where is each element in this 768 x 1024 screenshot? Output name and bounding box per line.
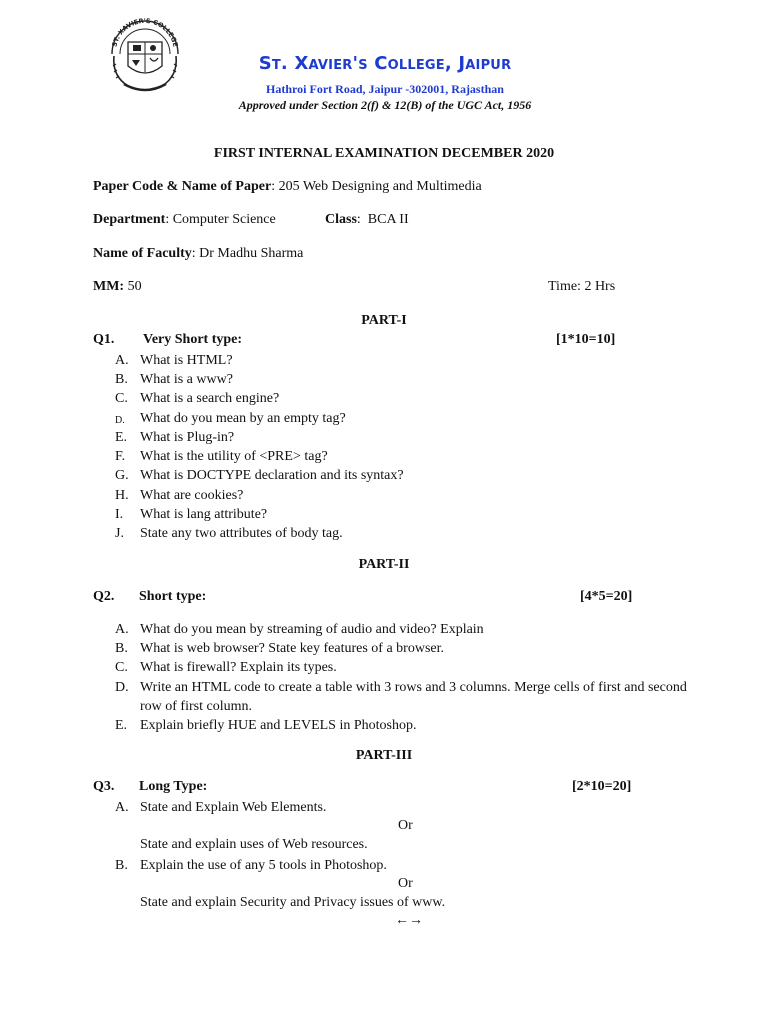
- list-item: [115, 678, 695, 716]
- faculty-value: : Dr Madhu Sharma: [191, 246, 304, 261]
- college-address: Hathroi Fort Road, Jaipur -302001, Rajasthan: [266, 82, 504, 96]
- item-letter: F.: [115, 449, 126, 464]
- item-text: What is a search engine?: [140, 391, 280, 406]
- item-text: What is firewall? Explain its types.: [140, 660, 337, 675]
- item-letter: C.: [115, 391, 128, 406]
- list-item: [115, 428, 695, 447]
- college-logo: [106, 14, 184, 98]
- time-allowed: Time: 2 Hrs: [548, 279, 616, 294]
- item-text: What is Plug-in?: [140, 430, 235, 445]
- paper-value: : 205 Web Designing and Multimedia: [271, 179, 482, 194]
- list-item: [115, 524, 695, 543]
- item-text: What do you mean by an empty tag?: [140, 411, 346, 426]
- question-3-marks: [2*10=20]: [572, 779, 632, 794]
- part-3-heading: PART-III: [355, 748, 413, 763]
- item-letter: A.: [115, 353, 129, 368]
- department-value: : Computer Science: [165, 212, 276, 227]
- item-text: What are cookies?: [140, 488, 244, 503]
- department-line: [93, 212, 276, 228]
- department-label: Department: [93, 212, 166, 227]
- list-item: [115, 856, 695, 875]
- item-letter: B.: [115, 372, 128, 387]
- question-number: Q2.: [93, 589, 115, 604]
- item-text: Explain briefly HUE and LEVELS in Photoshop.: [140, 718, 417, 733]
- list-item: [115, 658, 695, 677]
- question-2-marks: [4*5=20]: [580, 589, 633, 604]
- item-text: What do you mean by streaming of audio and video? Explain: [140, 622, 484, 637]
- item-text: State and Explain Web Elements.: [140, 800, 327, 815]
- exam-title: FIRST INTERNAL EXAMINATION DECEMBER 2020: [213, 146, 555, 161]
- part-2-heading: PART-II: [358, 557, 410, 572]
- item-letter: I.: [115, 507, 124, 522]
- item-letter: G.: [115, 468, 129, 483]
- list-item: [115, 620, 695, 639]
- class-value: : BCA II: [356, 212, 409, 227]
- faculty-label: Name of Faculty: [93, 246, 192, 261]
- item-text: What is web browser? State key features of a browser.: [140, 641, 445, 656]
- question-type: Short type:: [139, 589, 207, 604]
- paper-line: [93, 179, 482, 195]
- item-text: What is the utility of <PRE> tag?: [140, 449, 328, 464]
- item-letter: A.: [115, 622, 129, 637]
- item-text: Write an HTML code to create a table with 3 rows and 3 columns. Merge cells of first and second row of first column.: [140, 680, 687, 714]
- item-letter: E.: [115, 430, 128, 445]
- item-letter: J.: [115, 526, 124, 541]
- list-item: [115, 639, 695, 658]
- logo-text: ST. XAVIER'S COLLEGE: [110, 16, 180, 48]
- list-item: [115, 409, 695, 428]
- item-letter: E.: [115, 718, 128, 733]
- item-letter: H.: [115, 488, 129, 503]
- list-item: [115, 389, 695, 408]
- list-item: [115, 370, 695, 389]
- max-marks-label: MM:: [93, 279, 125, 294]
- item-text: What is a www?: [140, 372, 233, 387]
- question-number: Q1.: [93, 332, 115, 347]
- list-item: [115, 798, 695, 817]
- faculty-line: [93, 246, 303, 262]
- item-letter: D.: [115, 415, 125, 426]
- max-marks-line: [93, 279, 142, 295]
- list-item: [115, 486, 695, 505]
- question-type: Long Type:: [139, 779, 208, 794]
- or-separator: Or: [398, 876, 413, 891]
- list-item: [115, 466, 695, 485]
- college-name: St. Xavier's College, Jaipur: [258, 53, 512, 74]
- item-letter: C.: [115, 660, 128, 675]
- list-item: [115, 351, 695, 370]
- class-line: [325, 212, 409, 228]
- item-letter: B.: [115, 641, 128, 656]
- list-item: [115, 505, 695, 524]
- list-item: [115, 447, 695, 466]
- list-item: [115, 716, 695, 735]
- question-number: Q3.: [93, 779, 115, 794]
- question-type: Very Short type:: [143, 332, 243, 347]
- item-letter: B.: [115, 858, 128, 873]
- item-text: State any two attributes of body tag.: [140, 526, 343, 541]
- item-text: What is HTML?: [140, 353, 233, 368]
- paper-label: Paper Code & Name of Paper: [93, 179, 272, 194]
- part-1-heading: PART-I: [361, 313, 407, 328]
- item-text: What is DOCTYPE declaration and its syntax?: [140, 468, 404, 483]
- alternative-question: State and explain uses of Web resources.: [140, 837, 368, 852]
- item-letter: D.: [115, 680, 129, 695]
- alternative-question: State and explain Security and Privacy issues of www.: [140, 895, 446, 910]
- question-1-marks: [1*10=10]: [556, 332, 616, 347]
- approval-note: Approved under Section 2(f) & 12(B) of the UGC Act, 1956: [238, 98, 532, 112]
- max-marks-value: 50: [124, 279, 142, 294]
- item-letter: A.: [115, 800, 129, 815]
- item-text: What is lang attribute?: [140, 507, 268, 522]
- end-arrows: ←→: [395, 913, 423, 928]
- item-text: Explain the use of any 5 tools in Photoshop.: [140, 858, 387, 873]
- class-label: Class: [325, 212, 357, 227]
- or-separator: Or: [398, 818, 413, 833]
